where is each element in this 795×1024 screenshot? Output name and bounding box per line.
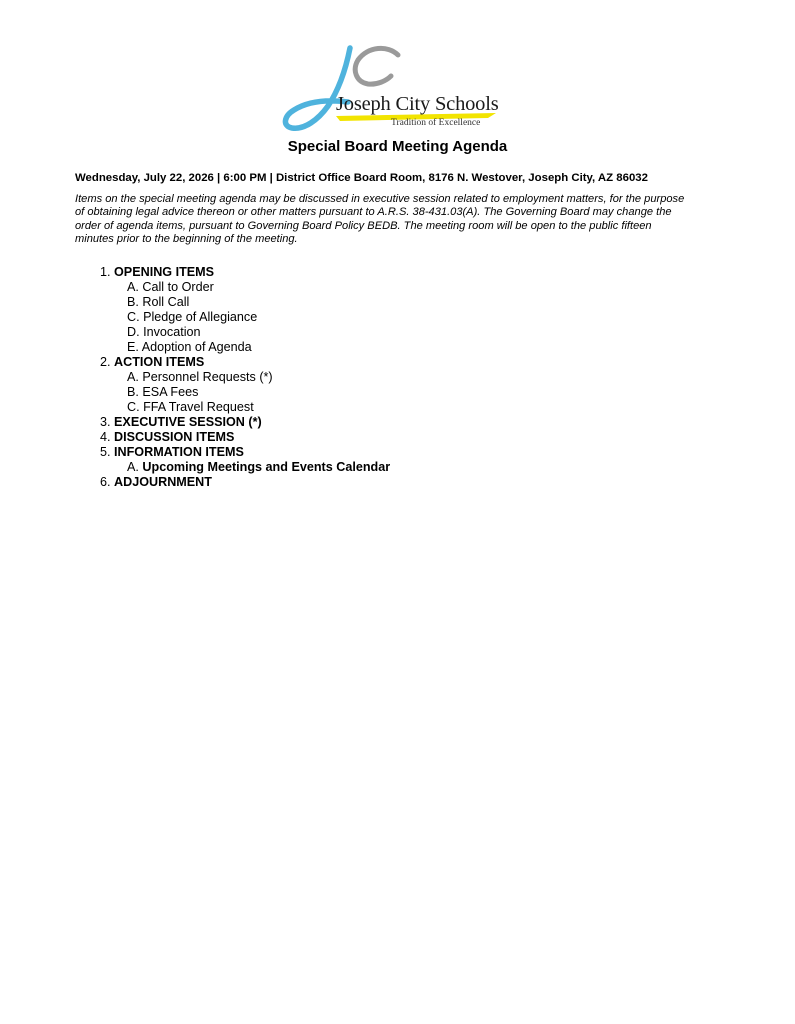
notice-line: of obtaining legal advice thereon or other matters pursuant to A.R.S. 38-431.03(A). The Governing Board may change the — [75, 206, 672, 219]
agenda-item — [127, 325, 201, 340]
meeting-details: Wednesday, July 22, 2026 | 6:00 PM | District Office Board Room, 8176 N. Westover, Joseph City, AZ 86032 — [75, 172, 648, 184]
school-logo — [282, 42, 507, 134]
item-text: Roll Call — [142, 295, 190, 309]
notice-paragraph — [75, 193, 725, 247]
item-text: Personnel Requests (*) — [142, 370, 273, 384]
agenda-section — [100, 430, 234, 445]
section-title: OPENING ITEMS — [114, 265, 215, 279]
agenda-section — [100, 445, 244, 460]
notice-line: order of agenda items, pursuant to Governing Board Policy BEDB. The meeting room will be open to the public fifteen — [75, 219, 652, 232]
item-text: Pledge of Allegiance — [143, 310, 258, 324]
item-letter: C. — [127, 400, 140, 414]
agenda-section — [100, 355, 204, 370]
item-text: ESA Fees — [142, 385, 199, 399]
agenda-item — [127, 280, 214, 295]
notice-line: minutes prior to the beginning of the meeting. — [75, 233, 298, 246]
item-letter: A. — [127, 370, 139, 384]
logo-name: Joseph City Schools — [336, 93, 499, 115]
section-number: 1. — [100, 265, 111, 279]
section-number: 4. — [100, 430, 111, 444]
agenda-item — [127, 310, 257, 325]
agenda-item — [127, 295, 189, 310]
section-title: INFORMATION ITEMS — [114, 445, 244, 459]
agenda-section — [100, 265, 214, 280]
item-letter: E. — [127, 340, 139, 354]
notice-line: Items on the special meeting agenda may be discussed in executive session related to employment matters, for the purpose — [75, 193, 685, 205]
item-letter: C. — [127, 310, 140, 324]
agenda-item — [127, 385, 198, 400]
agenda-section — [100, 475, 212, 490]
agenda-item — [127, 370, 273, 385]
item-text: Invocation — [143, 325, 201, 339]
agenda-item — [127, 400, 254, 415]
section-number: 3. — [100, 415, 111, 429]
agenda-section — [100, 415, 262, 430]
item-letter: B. — [127, 295, 139, 309]
item-text: FFA Travel Request — [143, 400, 254, 414]
item-letter: A. — [127, 280, 139, 294]
section-title: ADJOURNMENT — [114, 475, 212, 489]
item-letter: D. — [127, 325, 140, 339]
section-number: 5. — [100, 445, 111, 459]
section-number: 2. — [100, 355, 111, 369]
section-title: EXECUTIVE SESSION (*) — [114, 415, 262, 429]
item-letter: A. — [127, 460, 139, 474]
section-number: 6. — [100, 475, 111, 489]
agenda-item — [127, 340, 252, 355]
item-text: Upcoming Meetings and Events Calendar — [142, 460, 391, 474]
section-title: ACTION ITEMS — [114, 355, 205, 369]
agenda-item — [127, 460, 390, 475]
gray-c — [355, 48, 398, 84]
item-text: Call to Order — [142, 280, 214, 294]
page-title: Special Board Meeting Agenda — [287, 138, 508, 155]
section-title: DISCUSSION ITEMS — [114, 430, 235, 444]
item-letter: B. — [127, 385, 139, 399]
logo-tagline: Tradition of Excellence — [391, 118, 481, 128]
item-text: Adoption of Agenda — [141, 340, 252, 354]
